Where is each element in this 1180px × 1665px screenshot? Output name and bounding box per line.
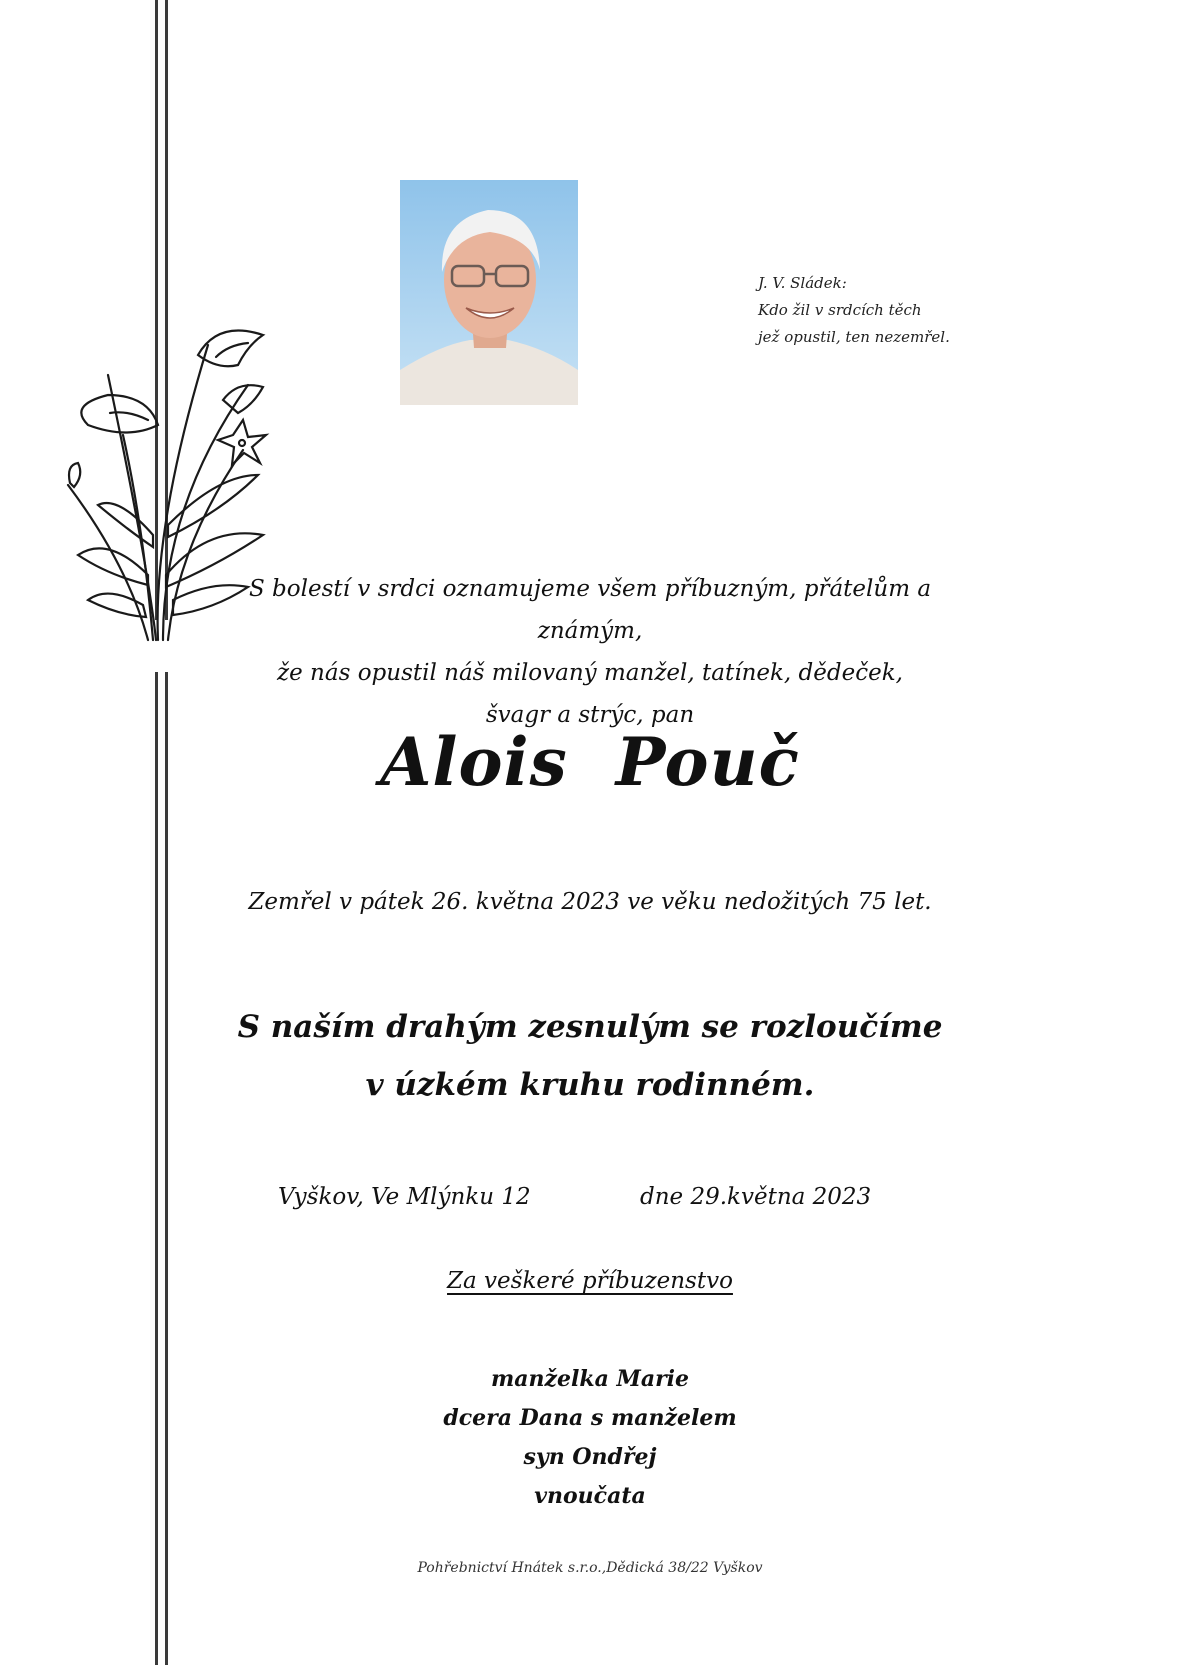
farewell-line-2: v úzkém kruhu rodinném. [365,1067,815,1103]
family-heading [200,1264,980,1298]
announcement-date: dne 29.května 2023 [640,1184,872,1210]
family-member: manželka Marie [490,1366,690,1392]
deceased-name: Alois Pouč [380,723,800,801]
funeral-home-footer: Pohřebnictví Hnátek s.r.o.,Dědická 38/22 Vyškov [417,1560,763,1576]
family-member: vnoučata [534,1483,646,1509]
farewell-line-1: S naším drahým zesnulým se rozloučíme [237,1009,943,1045]
quote-line-2: jež opustil, ten nezemřel. [758,328,950,346]
quote-author: J. V. Sládek: [758,274,847,292]
family-member: syn Ondřej [523,1444,657,1470]
family-heading-text: Za veškeré příbuzenstvo [447,1268,733,1294]
quote-line-1: Kdo žil v srdcích těch [758,301,922,319]
family-members-list [200,1360,980,1516]
portrait-photo [400,180,578,405]
death-info: Zemřel v pátek 26. května 2023 ve věku nedožitých 75 let. [248,889,932,915]
announcement-line-3: švagr a strýc, pan [485,702,695,728]
family-member: dcera Dana s manželem [443,1405,737,1431]
announcement-line-2: že nás opustil náš milovaný manžel, tatínek, dědeček, [277,660,903,686]
border-line-right-bottom [165,672,168,1665]
address: Vyškov, Ve Mlýnku 12 [278,1184,531,1210]
quote-block [758,270,950,351]
announcement-line-1: S bolestí v srdci oznamujeme všem příbuzným, přátelům a známým, [248,576,932,644]
border-line-left-bottom [155,672,158,1665]
announcement-text [200,568,980,736]
farewell-text [170,998,1010,1114]
